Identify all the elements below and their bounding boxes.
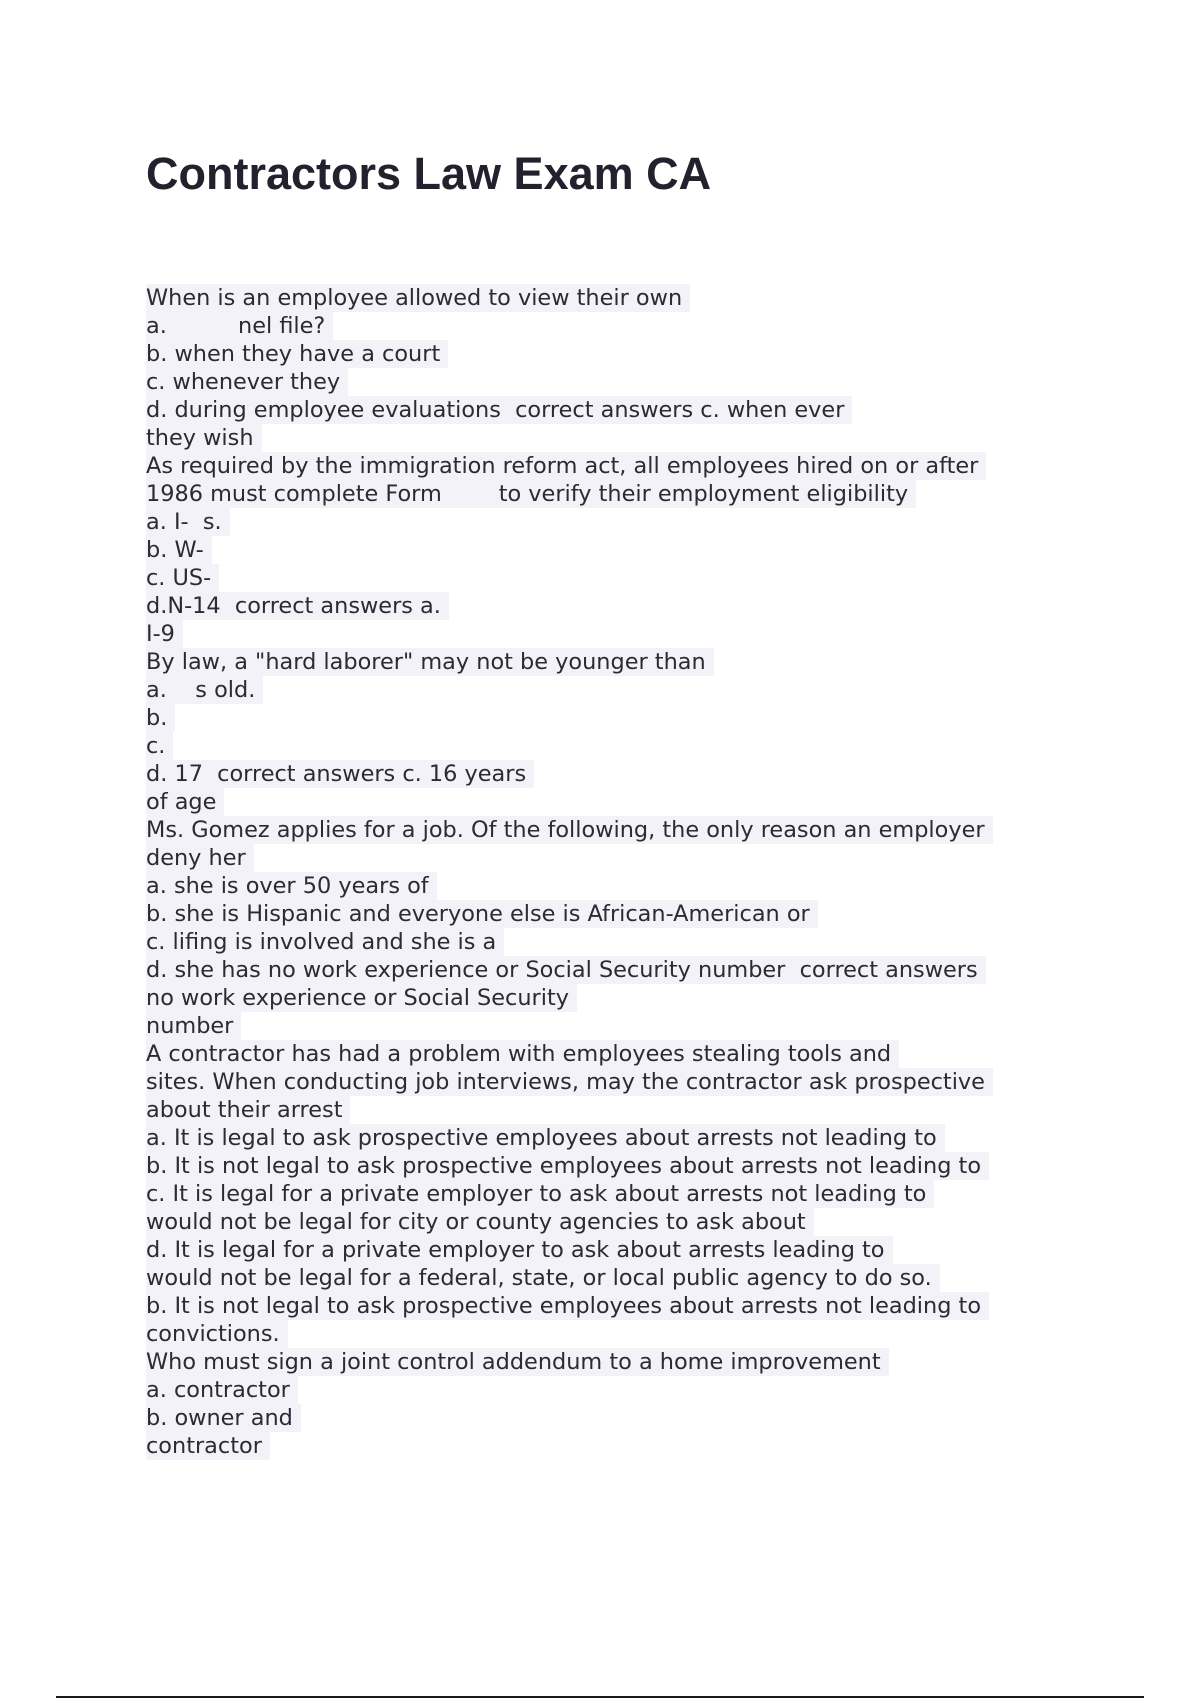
text-line: By law, a "hard laborer" may not be younger than (146, 648, 1086, 676)
text-line: b. when they have a court (146, 340, 1086, 368)
text-line: 1986 must complete Form to verify their employment eligibility (146, 480, 1086, 508)
text-line: b. (146, 704, 1086, 732)
text-line: As required by the immigration reform act, all employees hired on or after (146, 452, 1086, 480)
text-line: a. s old. (146, 676, 1086, 704)
text-line: would not be legal for a federal, state, or local public agency to do so. (146, 1264, 1086, 1292)
text-line: Ms. Gomez applies for a job. Of the following, the only reason an employer (146, 816, 1086, 844)
text-line: they wish (146, 424, 1086, 452)
document-body (146, 284, 1086, 1460)
text-line: about their arrest (146, 1096, 1086, 1124)
document-title: Contractors Law Exam CA (146, 148, 712, 199)
text-line: a. It is legal to ask prospective employees about arrests not leading to (146, 1124, 1086, 1152)
text-line: number (146, 1012, 1086, 1040)
text-line: d. she has no work experience or Social Security number correct answers (146, 956, 1086, 984)
text-line: contractor (146, 1432, 1086, 1460)
text-line: a. nel file? (146, 312, 1086, 340)
text-line: A contractor has had a problem with employees stealing tools and (146, 1040, 1086, 1068)
text-line: When is an employee allowed to view their own (146, 284, 1086, 312)
text-line: I-9 (146, 620, 1086, 648)
text-line: c. US- (146, 564, 1086, 592)
text-line: b. It is not legal to ask prospective employees about arrests not leading to (146, 1292, 1086, 1320)
text-line: convictions. (146, 1320, 1086, 1348)
text-line: of age (146, 788, 1086, 816)
text-line: d. 17 correct answers c. 16 years (146, 760, 1086, 788)
text-line: would not be legal for city or county agencies to ask about (146, 1208, 1086, 1236)
text-line: a. she is over 50 years of (146, 872, 1086, 900)
text-line: Who must sign a joint control addendum to a home improvement (146, 1348, 1086, 1376)
text-line: c. lifing is involved and she is a (146, 928, 1086, 956)
text-line: c. It is legal for a private employer to ask about arrests not leading to (146, 1180, 1086, 1208)
text-line: no work experience or Social Security (146, 984, 1086, 1012)
text-line: d. It is legal for a private employer to ask about arrests leading to (146, 1236, 1086, 1264)
text-line: b. owner and (146, 1404, 1086, 1432)
text-line: c. whenever they (146, 368, 1086, 396)
text-line: b. she is Hispanic and everyone else is African-American or (146, 900, 1086, 928)
text-line: c. (146, 732, 1086, 760)
footer-divider (56, 1696, 1144, 1698)
text-line: d. during employee evaluations correct answers c. when ever (146, 396, 1086, 424)
text-line: sites. When conducting job interviews, may the contractor ask prospective (146, 1068, 1086, 1096)
text-line: b. W- (146, 536, 1086, 564)
text-line: d.N-14 correct answers a. (146, 592, 1086, 620)
text-line: b. It is not legal to ask prospective employees about arrests not leading to (146, 1152, 1086, 1180)
text-line: a. I- s. (146, 508, 1086, 536)
text-line: a. contractor (146, 1376, 1086, 1404)
text-line: deny her (146, 844, 1086, 872)
